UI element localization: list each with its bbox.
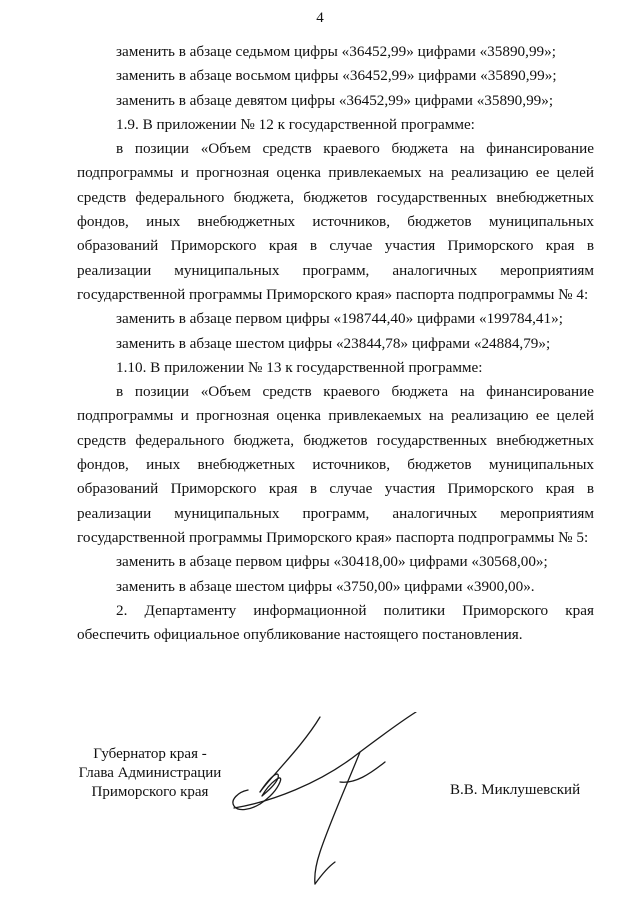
handwritten-signature [220, 712, 430, 892]
signatory-position-line: Приморского края [91, 784, 209, 800]
paragraph-line: государственной программы Приморского края» паспорта подпрограммы № 5: [77, 528, 589, 546]
paragraph-line: средств федерального бюджета, бюджетов государственных внебюджетных [77, 188, 594, 206]
paragraph-line: фондов, иных внебюджетных источников, бюджетов муниципальных [77, 213, 594, 231]
paragraph: заменить в абзаце восьмом цифры «36452,99» цифрами «35890,99»; [116, 67, 557, 85]
paragraph: заменить в абзаце шестом цифры «23844,78» цифрами «24884,79»; [116, 334, 551, 352]
document-body [77, 40, 594, 647]
paragraph: 1.9. В приложении № 12 к государственной программе: [116, 115, 475, 133]
paragraph-line: фондов, иных внебюджетных источников, бюджетов муниципальных [77, 456, 594, 474]
paragraph-line: образований Приморского края в случае участия Приморского края в [77, 480, 594, 498]
paragraph-line: реализации муниципальных программ, аналогичных мероприятиям [77, 261, 594, 279]
signatory-position-line: Глава Администрации [78, 765, 222, 781]
paragraph: заменить в абзаце шестом цифры «3750,00» цифрами «3900,00». [116, 577, 535, 595]
paragraph: 1.10. В приложении № 13 к государственной программе: [116, 358, 483, 376]
paragraph: заменить в абзаце девятом цифры «36452,99» цифрами «35890,99»; [116, 91, 554, 109]
page-number: 4 [316, 10, 324, 26]
paragraph [77, 137, 594, 307]
paragraph [77, 599, 594, 648]
paragraph-line: 2. Департаменту информационной политики Приморского края [116, 601, 594, 619]
paragraph-line: обеспечить официальное опубликование настоящего постановления. [77, 626, 523, 644]
signatory-position [70, 745, 230, 802]
paragraph-line: подпрограммы и прогнозная оценка привлекаемых на реализацию ее целей [77, 164, 594, 182]
paragraph-line: реализации муниципальных программ, аналогичных мероприятиям [77, 504, 594, 522]
paragraph [77, 380, 594, 550]
paragraph-line: в позиции «Объем средств краевого бюджета на финансирование [116, 140, 594, 158]
paragraph-line: образований Приморского края в случае участия Приморского края в [77, 237, 594, 255]
paragraph: заменить в абзаце первом цифры «198744,40» цифрами «199784,41»; [116, 310, 563, 328]
paragraph-line: подпрограммы и прогнозная оценка привлекаемых на реализацию ее целей [77, 407, 594, 425]
paragraph-line: средств федерального бюджета, бюджетов государственных внебюджетных [77, 431, 594, 449]
paragraph-line: государственной программы Приморского края» паспорта подпрограммы № 4: [77, 285, 589, 303]
paragraph-line: в позиции «Объем средств краевого бюджета на финансирование [116, 383, 594, 401]
paragraph: заменить в абзаце первом цифры «30418,00» цифрами «30568,00»; [116, 553, 548, 571]
paragraph: заменить в абзаце седьмом цифры «36452,99» цифрами «35890,99»; [116, 43, 556, 60]
signatory-position-line: Губернатор края - [93, 746, 207, 762]
signatory-name: В.В. Миклушевский [450, 782, 581, 798]
